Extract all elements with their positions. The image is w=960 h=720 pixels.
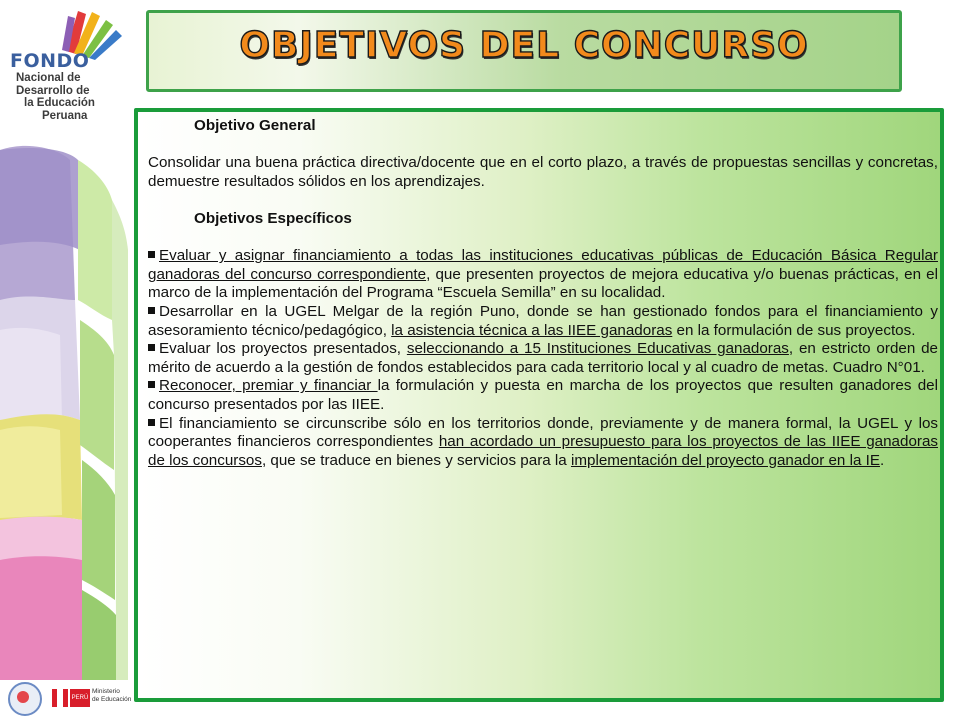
- logo-line-3: la Educación: [24, 97, 95, 109]
- ministry-label-line2: de Educación: [92, 696, 132, 703]
- footer-logos: [4, 682, 134, 716]
- list-item: Evaluar los proyectos presentados, seleccionando a 15 Instituciones Educativas ganadoras, en estricto orden de mérito de acuerdo a la gestión de fondos establecidos para cada territorio local y al cuadro de metas. Cuadro N°01.: [148, 340, 938, 376]
- logo-subtitle: [16, 72, 131, 122]
- list-item: Desarrollar en la UGEL Melgar de la región Puno, donde se han gestionado fondos para el financiamiento y asesoramiento técnico/pedagógico, la asistencia técnica a las IIEE ganadoras en la formulación de sus proyectos.: [148, 302, 938, 339]
- page-title: OBJETIVOS DEL CONCURSO: [239, 25, 809, 66]
- list-item: El financiamiento se circunscribe sólo en los territorios donde, previamente y de manera formal, la UGEL y los cooperantes financieros correspondientes han acordado un presupuesto para los proyectos de las IIEE ganadoras de los concursos, que se traduce en bienes y servicios para la implementación del proyecto ganador en la IE.: [148, 414, 938, 469]
- specific-objectives-heading: Objetivos Específicos: [194, 209, 352, 227]
- logo-line-4: Peruana: [42, 109, 88, 122]
- content-body: [148, 117, 938, 470]
- content-panel: [134, 108, 944, 702]
- left-decorative-strip: [0, 0, 135, 720]
- logo-word: FONDO: [10, 50, 90, 72]
- bullet-icon: [148, 419, 155, 426]
- fondo-logo: [6, 6, 130, 126]
- general-objective-text: Consolidar una buena práctica directiva/docente que en el corto plazo, a través de propuestas sencillas y concretas, demuestre resultados sólidos en los aprendizajes.: [148, 154, 938, 190]
- list-item: Reconocer, premiar y financiar la formulación y puesta en marcha de los proyectos que resulten ganadores del concurso presentados por las IIEE.: [148, 377, 938, 413]
- logo-line-1: Nacional de: [16, 72, 81, 84]
- ministry-label: [92, 688, 131, 704]
- seal-icon: [8, 682, 42, 716]
- logo-line-2: Desarrollo de: [16, 84, 90, 97]
- general-objective-heading: Objetivo General: [194, 117, 316, 134]
- bullet-icon: [148, 344, 155, 351]
- bullet-icon: [148, 307, 155, 314]
- peru-flag-icon: [52, 689, 68, 707]
- ministry-label-line1: Ministerio: [92, 688, 120, 695]
- bullet-icon: [148, 381, 155, 388]
- title-banner: [146, 10, 902, 92]
- bullet-icon: [148, 251, 155, 258]
- peru-label: PERÚ: [70, 689, 90, 707]
- list-item: Evaluar y asignar financiamiento a todas las instituciones educativas públicas de Educación Básica Regular ganadoras del concurso correspondiente, que presenten proyectos de mejora educativa y/o buenas prácticas, en el marco de la implementación del Programa “Escuela Semilla” en su localidad.: [148, 247, 938, 302]
